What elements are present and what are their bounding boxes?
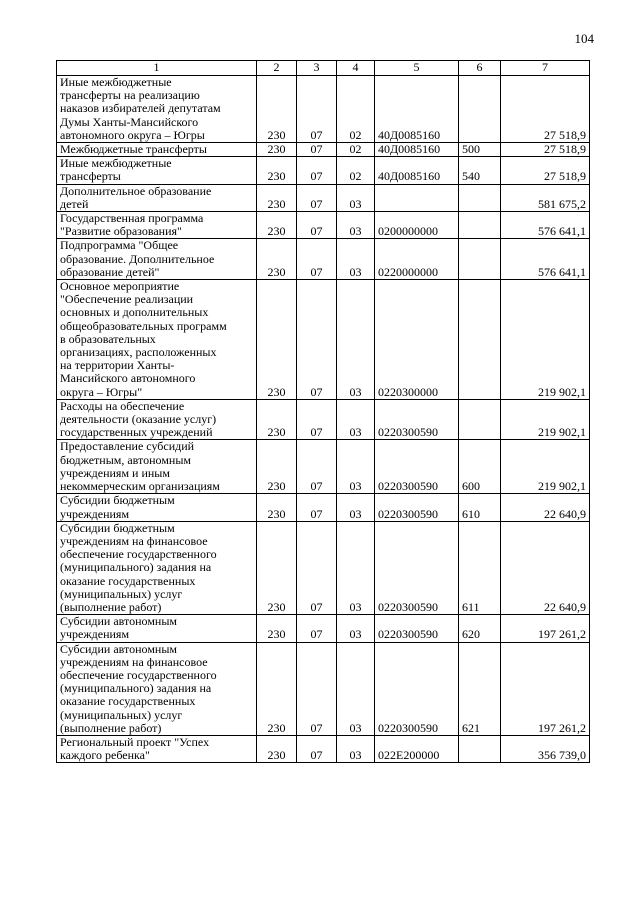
target-article-cell: 0220300590 <box>375 494 459 521</box>
row-name-line: (выполнение работ) <box>60 720 162 735</box>
expense-type-cell: 540 <box>459 157 501 184</box>
expense-type-cell: 621 <box>459 642 501 735</box>
vedomstvo-cell: 230 <box>257 157 297 184</box>
razdel-cell: 07 <box>297 212 337 239</box>
row-name-line: учреждениям <box>60 506 130 521</box>
row-name-line: наказов избирателей депутатам <box>60 101 221 116</box>
table-row <box>57 440 590 494</box>
podrazdel-cell: 02 <box>337 143 375 157</box>
vedomstvo-cell: 230 <box>257 212 297 239</box>
row-name-line: (муниципальных) услуг <box>60 707 183 722</box>
target-article-cell: 0220300000 <box>375 280 459 400</box>
target-article-cell <box>375 184 459 211</box>
column-header: 2 <box>257 61 297 76</box>
row-name-cell <box>57 184 257 211</box>
razdel-cell: 07 <box>297 494 337 521</box>
expense-type-cell: 610 <box>459 494 501 521</box>
row-name-line: общеобразовательных программ <box>60 318 227 333</box>
amount-cell: 22 640,9 <box>501 521 590 614</box>
column-header: 7 <box>501 61 590 76</box>
target-article-cell: 0220300590 <box>375 642 459 735</box>
row-name-line: бюджетным, автономным <box>60 452 191 467</box>
row-name-line: (муниципального) задания на <box>60 681 212 696</box>
row-name-line: обеспечение государственного <box>60 547 217 562</box>
razdel-cell: 07 <box>297 615 337 642</box>
row-name-line: деятельности (оказание услуг) <box>60 412 217 427</box>
vedomstvo-cell: 230 <box>257 184 297 211</box>
razdel-cell: 07 <box>297 280 337 400</box>
row-name-line: основных и дополнительных <box>60 305 209 320</box>
expense-type-cell: 500 <box>459 143 501 157</box>
target-article-cell: 022E200000 <box>375 735 459 762</box>
razdel-cell: 07 <box>297 76 337 143</box>
amount-cell: 22 640,9 <box>501 494 590 521</box>
vedomstvo-cell: 230 <box>257 494 297 521</box>
row-name-cell <box>57 157 257 184</box>
row-name-cell <box>57 143 257 157</box>
target-article-cell: 0200000000 <box>375 212 459 239</box>
razdel-cell: 07 <box>297 143 337 157</box>
row-name-line: учреждениям и иным <box>60 465 170 480</box>
podrazdel-cell: 03 <box>337 184 375 211</box>
page-number: 104 <box>574 31 594 46</box>
row-name-line: Субсидии автономным <box>60 642 177 656</box>
target-article-cell: 0220300590 <box>375 440 459 494</box>
target-article-cell: 0220000000 <box>375 239 459 280</box>
razdel-cell: 07 <box>297 642 337 735</box>
podrazdel-cell: 03 <box>337 521 375 614</box>
amount-cell: 576 641,1 <box>501 239 590 280</box>
table-header-row <box>57 61 590 76</box>
podrazdel-cell: 03 <box>337 642 375 735</box>
razdel-cell: 07 <box>297 521 337 614</box>
razdel-cell: 07 <box>297 184 337 211</box>
vedomstvo-cell: 230 <box>257 143 297 157</box>
vedomstvo-cell: 230 <box>257 399 297 440</box>
amount-cell: 27 518,9 <box>501 143 590 157</box>
row-name-line: обеспечение государственного <box>60 667 217 682</box>
row-name-line: Расходы на обеспечение <box>60 399 185 413</box>
razdel-cell: 07 <box>297 440 337 494</box>
row-name-line: округа – Югры" <box>60 384 143 399</box>
row-name-line: Думы Ханты-Мансийского <box>60 114 199 129</box>
podrazdel-cell: 02 <box>337 76 375 143</box>
budget-table <box>56 60 590 763</box>
row-name-line: каждого ребенка" <box>60 748 150 763</box>
row-name-line: "Развитие образования" <box>60 224 182 239</box>
podrazdel-cell: 03 <box>337 280 375 400</box>
razdel-cell: 07 <box>297 399 337 440</box>
row-name-line: (муниципального) задания на <box>60 560 212 575</box>
table-row <box>57 212 590 239</box>
row-name-line: Государственная программа <box>60 211 204 226</box>
row-name-cell <box>57 76 257 143</box>
row-name-line: Мансийского автономного <box>60 371 196 386</box>
razdel-cell: 07 <box>297 157 337 184</box>
row-name-line: государственных учреждений <box>60 425 213 440</box>
row-name-line: (выполнение работ) <box>60 599 162 614</box>
amount-cell: 356 739,0 <box>501 735 590 762</box>
vedomstvo-cell: 230 <box>257 642 297 735</box>
amount-cell: 219 902,1 <box>501 280 590 400</box>
row-name-line: Субсидии бюджетным <box>60 493 175 508</box>
row-name-line: организациях, расположенных <box>60 345 217 360</box>
row-name-line: учреждениям <box>60 627 130 642</box>
row-name-cell <box>57 642 257 735</box>
table-row <box>57 642 590 735</box>
target-article-cell: 40Д0085160 <box>375 157 459 184</box>
table-row <box>57 521 590 614</box>
column-header: 6 <box>459 61 501 76</box>
expense-type-cell <box>459 735 501 762</box>
vedomstvo-cell: 230 <box>257 521 297 614</box>
expense-type-cell: 600 <box>459 440 501 494</box>
vedomstvo-cell: 230 <box>257 239 297 280</box>
row-name-line: образование. Дополнительное <box>60 251 215 266</box>
amount-cell: 27 518,9 <box>501 76 590 143</box>
row-name-line: в образовательных <box>60 331 156 346</box>
row-name-cell <box>57 239 257 280</box>
row-name-cell <box>57 399 257 440</box>
row-name-line: учреждениям на финансовое <box>60 654 208 669</box>
table-row <box>57 239 590 280</box>
amount-cell: 197 261,2 <box>501 615 590 642</box>
row-name-line: учреждениям на финансовое <box>60 533 208 548</box>
target-article-cell: 40Д0085160 <box>375 143 459 157</box>
table-body <box>57 61 590 763</box>
row-name-line: трансферты <box>60 169 121 184</box>
table-row <box>57 76 590 143</box>
row-name-line: детей <box>60 196 89 211</box>
vedomstvo-cell: 230 <box>257 280 297 400</box>
row-name-line: некоммерческим организациям <box>60 479 220 494</box>
target-article-cell: 0220300590 <box>375 615 459 642</box>
row-name-cell <box>57 280 257 400</box>
row-name-line: оказание государственных <box>60 694 196 709</box>
podrazdel-cell: 03 <box>337 212 375 239</box>
podrazdel-cell: 03 <box>337 494 375 521</box>
row-name-line: "Обеспечение реализации <box>60 292 194 307</box>
amount-cell: 219 902,1 <box>501 440 590 494</box>
row-name-cell <box>57 440 257 494</box>
row-name-cell <box>57 735 257 762</box>
row-name-line: образование детей" <box>60 264 160 279</box>
row-name-line: Субсидии автономным <box>60 614 177 629</box>
vedomstvo-cell: 230 <box>257 440 297 494</box>
row-name-line: трансферты на реализацию <box>60 88 200 103</box>
column-header: 5 <box>375 61 459 76</box>
row-name-line: Иные межбюджетные <box>60 75 172 89</box>
column-header: 4 <box>337 61 375 76</box>
amount-cell: 581 675,2 <box>501 184 590 211</box>
expense-type-cell <box>459 280 501 400</box>
table-row <box>57 157 590 184</box>
row-name-line: на территории Ханты- <box>60 358 175 373</box>
row-name-cell <box>57 521 257 614</box>
table-row <box>57 615 590 642</box>
table-row <box>57 735 590 762</box>
column-header: 1 <box>57 61 257 76</box>
row-name-cell <box>57 212 257 239</box>
row-name-line: автономного округа – Югры <box>60 127 205 142</box>
row-name-line: Субсидии бюджетным <box>60 521 175 535</box>
podrazdel-cell: 03 <box>337 615 375 642</box>
podrazdel-cell: 03 <box>337 735 375 762</box>
target-article-cell: 0220300590 <box>375 521 459 614</box>
row-name-line: Региональный проект "Успех <box>60 735 210 749</box>
podrazdel-cell: 02 <box>337 157 375 184</box>
expense-type-cell <box>459 76 501 143</box>
row-name-line: Основное мероприятие <box>60 279 180 294</box>
podrazdel-cell: 03 <box>337 440 375 494</box>
row-name-cell <box>57 615 257 642</box>
expense-type-cell <box>459 399 501 440</box>
podrazdel-cell: 03 <box>337 399 375 440</box>
amount-cell: 219 902,1 <box>501 399 590 440</box>
podrazdel-cell: 03 <box>337 239 375 280</box>
table-row <box>57 184 590 211</box>
row-name-line: Межбюджетные трансферты <box>60 142 207 157</box>
row-name-cell <box>57 494 257 521</box>
vedomstvo-cell: 230 <box>257 76 297 143</box>
razdel-cell: 07 <box>297 239 337 280</box>
expense-type-cell <box>459 239 501 280</box>
amount-cell: 27 518,9 <box>501 157 590 184</box>
table-row <box>57 399 590 440</box>
row-name-line: (муниципальных) услуг <box>60 586 183 601</box>
row-name-line: Иные межбюджетные <box>60 156 172 171</box>
table-row <box>57 280 590 400</box>
target-article-cell: 40Д0085160 <box>375 76 459 143</box>
expense-type-cell <box>459 212 501 239</box>
vedomstvo-cell: 230 <box>257 735 297 762</box>
expense-type-cell <box>459 184 501 211</box>
table-row <box>57 494 590 521</box>
row-name-line: оказание государственных <box>60 573 196 588</box>
expense-type-cell: 611 <box>459 521 501 614</box>
amount-cell: 197 261,2 <box>501 642 590 735</box>
row-name-line: Дополнительное образование <box>60 184 212 198</box>
target-article-cell: 0220300590 <box>375 399 459 440</box>
razdel-cell: 07 <box>297 735 337 762</box>
amount-cell: 576 641,1 <box>501 212 590 239</box>
vedomstvo-cell: 230 <box>257 615 297 642</box>
expense-type-cell: 620 <box>459 615 501 642</box>
row-name-line: Предоставление субсидий <box>60 439 195 454</box>
row-name-line: Подпрограмма "Общее <box>60 238 179 253</box>
table-row <box>57 143 590 157</box>
column-header: 3 <box>297 61 337 76</box>
